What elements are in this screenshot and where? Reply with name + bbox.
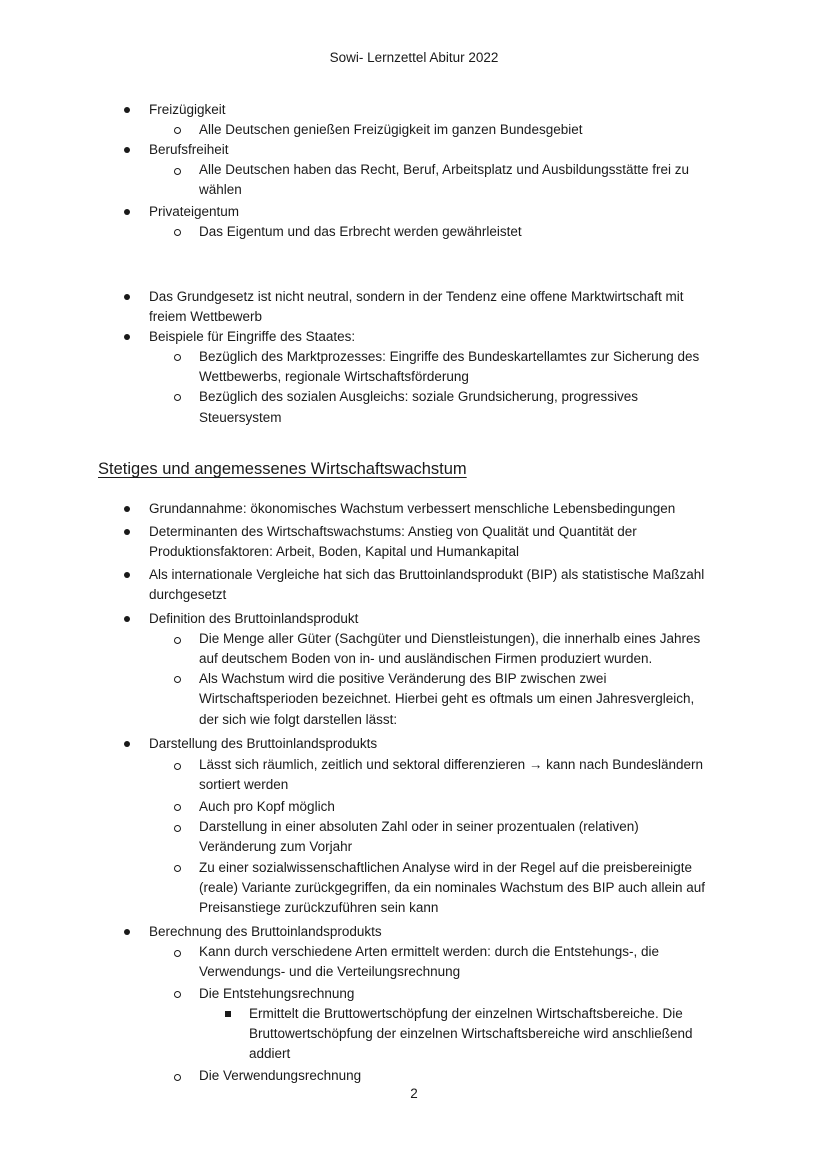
list-item: sortiert werden <box>199 777 289 792</box>
list-item: Bezüglich des Marktprozesses: Eingriffe des Bundeskartellamtes zur Sicherung des <box>199 349 700 364</box>
sub-bullet <box>174 168 181 175</box>
list-item: addiert <box>249 1046 291 1061</box>
bullet <box>124 209 130 215</box>
list-item: Bruttowertschöpfung der einzelnen Wirtschaftsbereiche wird anschließend <box>249 1026 693 1041</box>
list-item: Die Entstehungsrechnung <box>199 986 355 1001</box>
list-item: Preisanstiege zurückzuführen sein kann <box>199 900 439 915</box>
sub-bullet <box>174 865 181 872</box>
list-item: Alle Deutschen haben das Recht, Beruf, Arbeitsplatz und Ausbildungsstätte frei zu <box>199 162 690 177</box>
list-item: (reale) Variante zurückgegriffen, da ein nominales Wachstum des BIP auch allein auf <box>199 880 706 895</box>
list-item: Darstellung des Bruttoinlandsprodukts <box>149 736 378 751</box>
list-item: Die Verwendungsrechnung <box>199 1068 362 1083</box>
sub-bullet <box>174 950 181 957</box>
sub-bullet <box>174 229 181 236</box>
page-header: Sowi- Lernzettel Abitur 2022 <box>329 50 499 65</box>
list-item: Grundannahme: ökonomisches Wachstum verbessert menschliche Lebensbedingungen <box>149 501 676 516</box>
list-item: Berufsfreiheit <box>149 142 229 157</box>
list-item: durchgesetzt <box>149 587 227 602</box>
bullet <box>124 616 130 622</box>
list-item: Definition des Bruttoinlandsprodukt <box>149 611 359 626</box>
sub-bullet <box>174 804 181 811</box>
sub-bullet <box>174 394 181 401</box>
list-item: Steuersystem <box>199 410 282 425</box>
bullet <box>124 529 130 535</box>
list-item: Berechnung des Bruttoinlandsprodukts <box>149 924 382 939</box>
list-item: Das Eigentum und das Erbrecht werden gewährleistet <box>199 224 522 239</box>
list-item: freiem Wettbewerb <box>149 309 263 324</box>
list-item: Verwendungs- und die Verteilungsrechnung <box>199 964 461 979</box>
bullet <box>124 294 130 300</box>
list-item: Bezüglich des sozialen Ausgleichs: soziale Grundsicherung, progressives <box>199 389 638 404</box>
list-item: Freizügigkeit <box>149 102 226 117</box>
list-item: Als Wachstum wird die positive Veränderung des BIP zwischen zwei <box>199 671 607 686</box>
sub-bullet <box>174 637 181 644</box>
bullet <box>124 741 130 747</box>
list-item: wählen <box>199 182 242 197</box>
list-item: Als internationale Vergleiche hat sich das Bruttoinlandsprodukt (BIP) als statistische Maßzahl <box>149 567 705 582</box>
list-item: Zu einer sozialwissenschaftlichen Analyse wird in der Regel auf die preisbereinigte <box>199 860 693 875</box>
sub-bullet <box>174 127 181 134</box>
page-number: 2 <box>410 1086 418 1101</box>
list-item: Lässt sich räumlich, zeitlich und sektoral differenzieren → kann nach Bundesländern <box>199 757 704 772</box>
list-item: Die Menge aller Güter (Sachgüter und Dienstleistungen), die innerhalb eines Jahres <box>199 631 701 646</box>
bullet <box>124 929 130 935</box>
list-item: Kann durch verschiedene Arten ermittelt werden: durch die Entstehungs-, die <box>199 944 660 959</box>
list-item: Darstellung in einer absoluten Zahl oder in seiner prozentualen (relativen) <box>199 819 639 834</box>
sub-bullet <box>174 1074 181 1081</box>
list-item: Auch pro Kopf möglich <box>199 799 335 814</box>
bullet <box>124 572 130 578</box>
list-item: Wettbewerbs, regionale Wirtschaftsförderung <box>199 369 469 384</box>
bullet <box>124 334 130 340</box>
list-item: Veränderung zum Vorjahr <box>199 839 353 854</box>
bullet <box>124 107 130 113</box>
list-item: auf deutschem Boden von in- und ausländischen Firmen produziert wurden. <box>199 651 653 666</box>
bullet <box>124 147 130 153</box>
list-item: Privateigentum <box>149 204 240 219</box>
list-item: Ermittelt die Bruttowertschöpfung der einzelnen Wirtschaftsbereiche. Die <box>249 1006 683 1021</box>
list-item: der sich wie folgt darstellen lässt: <box>199 712 398 727</box>
list-item: Determinanten des Wirtschaftswachstums: Anstieg von Qualität und Quantität der <box>149 524 637 539</box>
list-item: Beispiele für Eingriffe des Staates: <box>149 329 356 344</box>
list-item: Wirtschaftsperioden bezeichnet. Hierbei geht es oftmals um einen Jahresvergleich, <box>199 691 695 706</box>
sub-sub-bullet <box>225 1011 231 1017</box>
section-heading: Stetiges und angemessenes Wirtschaftswachstum <box>98 460 467 478</box>
sub-bullet <box>174 354 181 361</box>
list-item: Das Grundgesetz ist nicht neutral, sondern in der Tendenz eine offene Marktwirtschaft mit <box>149 289 684 304</box>
sub-bullet <box>174 991 181 998</box>
sub-bullet <box>174 676 181 683</box>
sub-bullet <box>174 825 181 832</box>
bullet <box>124 506 130 512</box>
list-item: Alle Deutschen genießen Freizügigkeit im ganzen Bundesgebiet <box>199 122 583 137</box>
sub-bullet <box>174 763 181 770</box>
list-item: Produktionsfaktoren: Arbeit, Boden, Kapital und Humankapital <box>149 544 519 559</box>
